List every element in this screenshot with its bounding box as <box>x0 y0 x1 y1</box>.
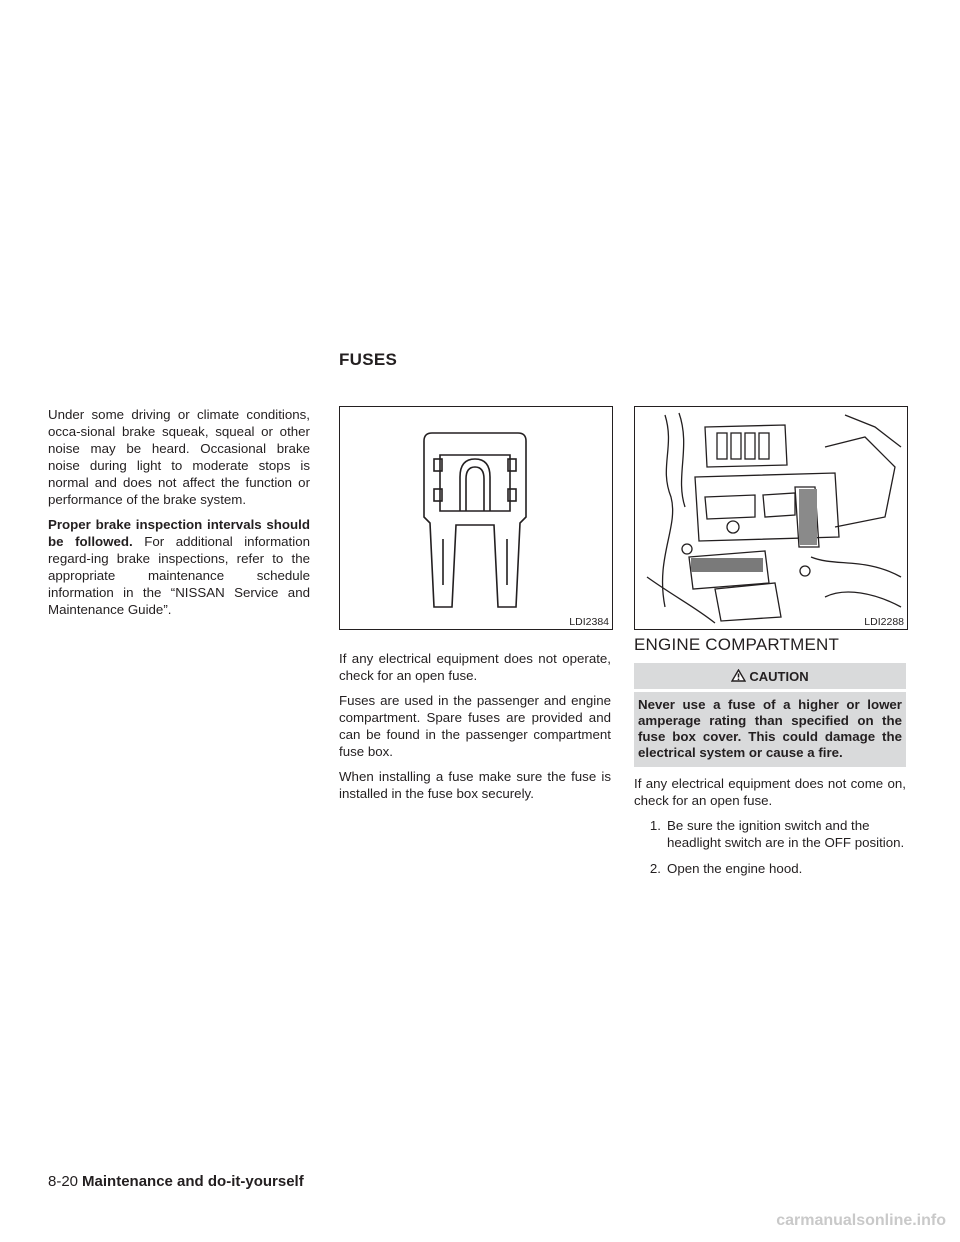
column-brakes <box>48 406 310 626</box>
brake-noise-paragraph: Under some driving or climate conditions, occa-sional brake squeak, squeal or other noise may be heard. Occasional brake noise during light to moderate stops is normal and does not affect the function or performance of the brake system. <box>48 407 310 507</box>
column-engine-compartment <box>634 636 906 886</box>
figure-label: LDI2384 <box>569 616 609 628</box>
list-item: 1. Be sure the ignition switch and the headlight switch are in the OFF position. <box>649 818 905 850</box>
fuse-drawing <box>340 407 612 629</box>
fuse-install-paragraph: When installing a fuse make sure the fuse is installed in the fuse box securely. <box>339 769 611 801</box>
column-fuses <box>339 650 611 810</box>
list-item: 2. Open the engine hood. <box>649 861 803 876</box>
chapter-title: Maintenance and do-it-yourself <box>82 1173 304 1190</box>
engine-drawing <box>635 407 907 629</box>
brake-inspection-emphasis: Proper brake inspection intervals should be followed. <box>48 517 310 549</box>
engine-compartment-heading: ENGINE COMPARTMENT <box>634 635 840 654</box>
brake-inspection-text: For additional information regard-ing brake inspections, refer to the appropriate maintenance schedule information in the “NISSAN Service and Maintenance Guide”. <box>48 534 310 617</box>
warning-triangle-icon <box>731 669 746 682</box>
section-title: FUSES <box>339 350 398 369</box>
engine-compartment-illustration <box>634 406 908 630</box>
caution-title: CAUTION <box>749 669 809 684</box>
caution-text: Never use a fuse of a higher or lower amperage rating than specified on the fuse box cover. This could damage the electrical system or cause a fire. <box>634 692 906 767</box>
open-fuse-paragraph: If any electrical equipment does not operate, check for an open fuse. <box>339 651 611 683</box>
fuse-location-paragraph: Fuses are used in the passenger and engine compartment. Spare fuses are provided and can be found in the passenger compartment fuse box. <box>339 693 611 759</box>
engine-open-fuse-paragraph: If any electrical equipment does not come on, check for an open fuse. <box>634 776 906 808</box>
watermark: carmanualsonline.info <box>776 1212 946 1229</box>
steps-list <box>634 817 906 877</box>
page-number: 8-20 <box>48 1173 79 1190</box>
caution-header <box>634 663 906 689</box>
fuse-illustration <box>339 406 613 630</box>
brake-inspection-paragraph <box>48 516 310 618</box>
page-footer <box>48 1173 304 1190</box>
figure-label: LDI2288 <box>864 616 904 628</box>
